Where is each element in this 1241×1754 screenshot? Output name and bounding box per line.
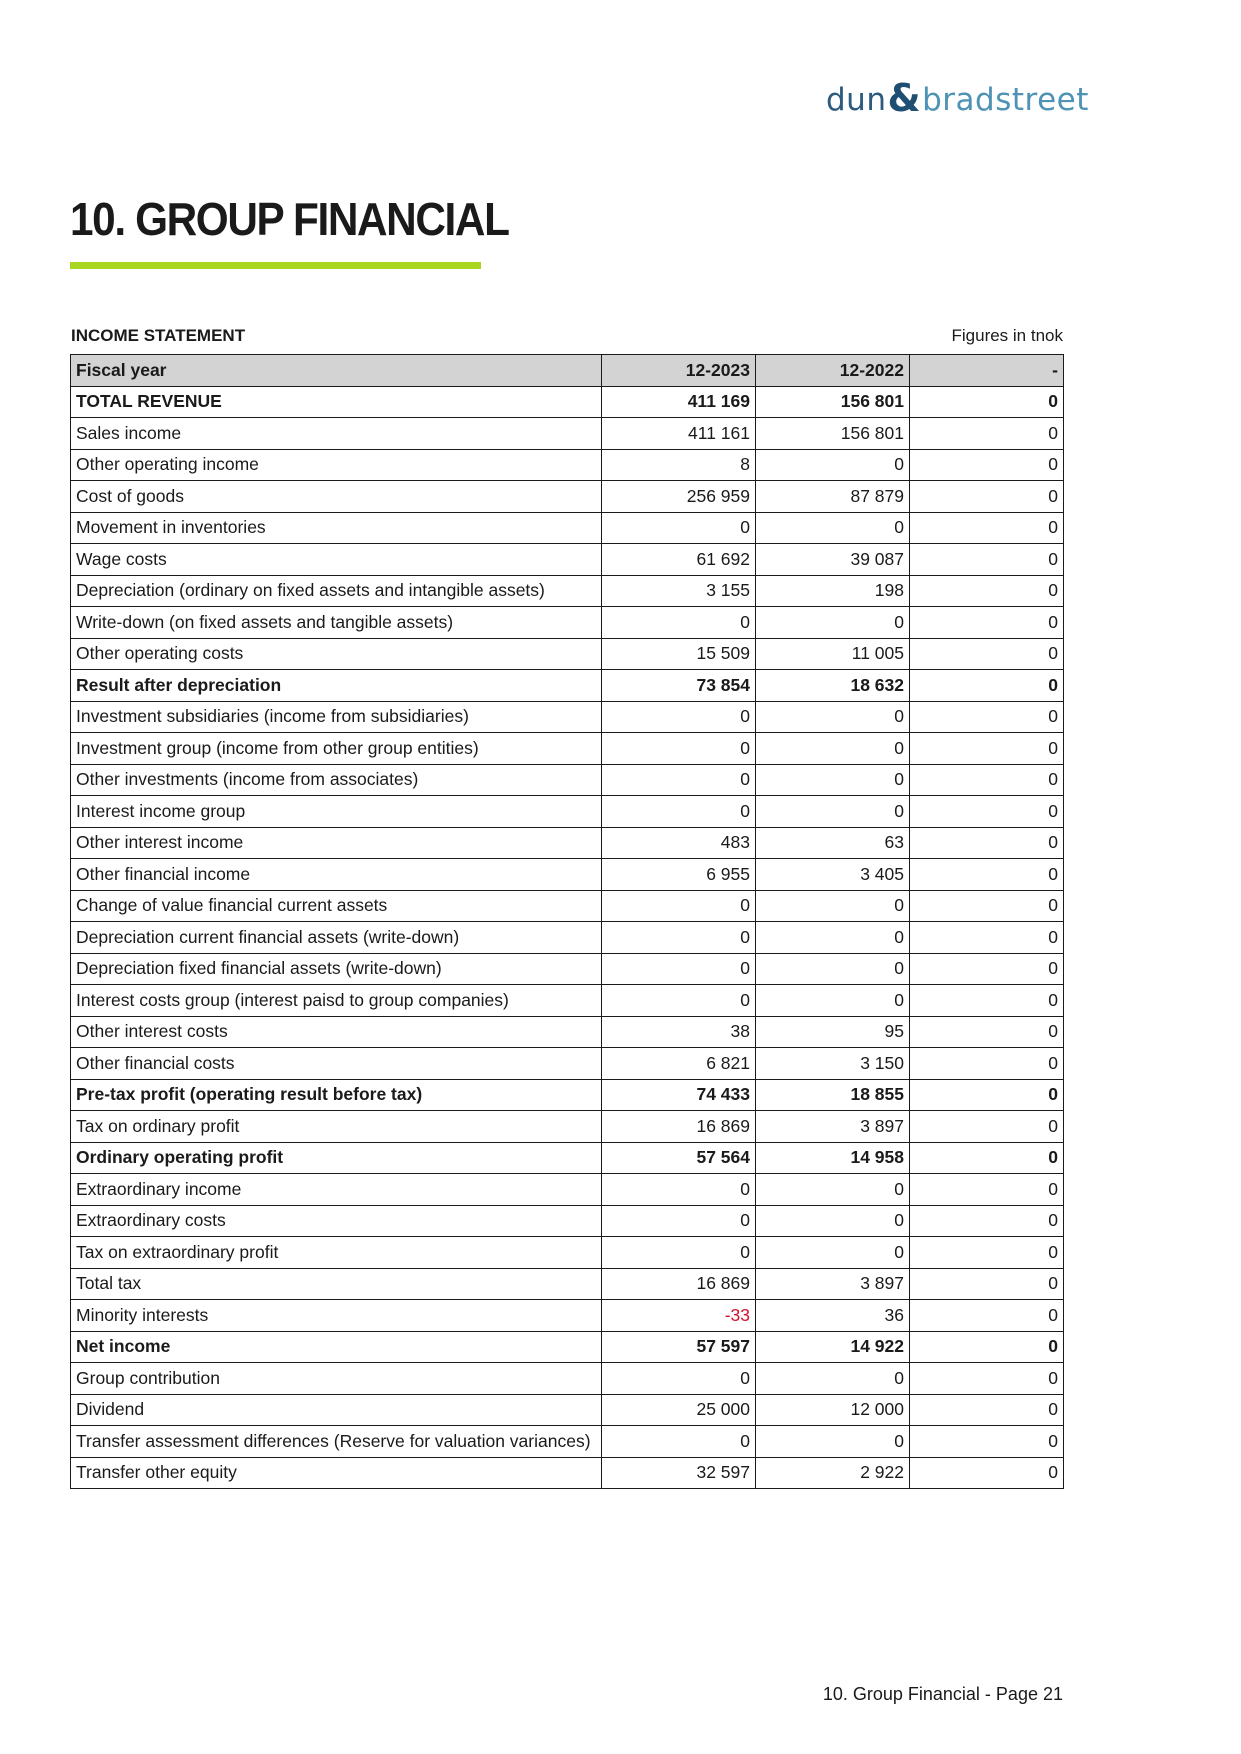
row-value: 39 087 <box>756 544 910 576</box>
row-value: 0 <box>910 1205 1064 1237</box>
table-row <box>71 1079 1064 1111</box>
page-title: 10. GROUP FINANCIAL <box>70 193 509 245</box>
row-value: 0 <box>910 922 1064 954</box>
row-value: 0 <box>910 481 1064 513</box>
row-value: 0 <box>602 1205 756 1237</box>
row-value: 0 <box>910 575 1064 607</box>
row-value: 0 <box>756 890 910 922</box>
row-value: 0 <box>602 796 756 828</box>
row-value: 61 692 <box>602 544 756 576</box>
table-row <box>71 386 1064 418</box>
row-value: 0 <box>910 512 1064 544</box>
row-value: 0 <box>910 859 1064 891</box>
row-value: 0 <box>910 1142 1064 1174</box>
row-value: 32 597 <box>602 1457 756 1489</box>
row-value: 0 <box>756 922 910 954</box>
row-value: 3 405 <box>756 859 910 891</box>
row-value: 0 <box>910 544 1064 576</box>
row-label: Depreciation current financial assets (write-down) <box>71 922 602 954</box>
row-value: 0 <box>910 701 1064 733</box>
row-label: Ordinary operating profit <box>71 1142 602 1174</box>
row-value: 6 821 <box>602 1048 756 1080</box>
table-row <box>71 1174 1064 1206</box>
row-value: 57 597 <box>602 1331 756 1363</box>
table-row <box>71 418 1064 450</box>
table-row <box>71 1111 1064 1143</box>
logo-text-dun: dun <box>826 82 887 118</box>
row-value: 0 <box>756 796 910 828</box>
row-value: 0 <box>910 1237 1064 1269</box>
row-value: 87 879 <box>756 481 910 513</box>
row-value: 0 <box>756 953 910 985</box>
row-value: 18 855 <box>756 1079 910 1111</box>
table-row <box>71 670 1064 702</box>
row-value: 0 <box>602 764 756 796</box>
row-label: Investment group (income from other group entities) <box>71 733 602 765</box>
table-row <box>71 953 1064 985</box>
table-row <box>71 1268 1064 1300</box>
table-body <box>71 386 1064 1489</box>
income-statement-table <box>70 354 1064 1489</box>
table-row <box>71 827 1064 859</box>
row-label: Other operating income <box>71 449 602 481</box>
row-value: 0 <box>910 1174 1064 1206</box>
row-value: 18 632 <box>756 670 910 702</box>
table-row <box>71 1016 1064 1048</box>
row-value: 14 958 <box>756 1142 910 1174</box>
row-value: 63 <box>756 827 910 859</box>
row-value: 0 <box>910 827 1064 859</box>
row-label: Extraordinary income <box>71 1174 602 1206</box>
row-value: 0 <box>910 1016 1064 1048</box>
row-value: 0 <box>756 607 910 639</box>
table-row <box>71 1048 1064 1080</box>
units-note: Figures in tnok <box>951 326 1063 345</box>
row-value: 3 897 <box>756 1268 910 1300</box>
row-label: Depreciation fixed financial assets (write-down) <box>71 953 602 985</box>
row-label: Other operating costs <box>71 638 602 670</box>
row-value: 0 <box>756 1363 910 1395</box>
row-value: 0 <box>910 733 1064 765</box>
row-label: Other financial income <box>71 859 602 891</box>
row-value: 0 <box>602 890 756 922</box>
table-header-row <box>71 355 1064 387</box>
row-label: Interest income group <box>71 796 602 828</box>
row-value: 0 <box>910 418 1064 450</box>
table-row <box>71 733 1064 765</box>
row-value: 3 897 <box>756 1111 910 1143</box>
row-value: 0 <box>910 1268 1064 1300</box>
row-value: 12 000 <box>756 1394 910 1426</box>
row-value: 0 <box>910 796 1064 828</box>
row-label: Net income <box>71 1331 602 1363</box>
row-value: 3 150 <box>756 1048 910 1080</box>
row-label: Result after depreciation <box>71 670 602 702</box>
row-value: 156 801 <box>756 386 910 418</box>
table-row <box>71 1363 1064 1395</box>
row-label: Other interest costs <box>71 1016 602 1048</box>
row-value: 0 <box>910 1111 1064 1143</box>
row-label: Depreciation (ordinary on fixed assets and intangible assets) <box>71 575 602 607</box>
table-row <box>71 1300 1064 1332</box>
column-header-2022: 12-2022 <box>756 355 910 387</box>
row-value: 0 <box>910 1363 1064 1395</box>
row-value: 73 854 <box>602 670 756 702</box>
row-value: 0 <box>602 985 756 1017</box>
row-value: 8 <box>602 449 756 481</box>
row-value: 0 <box>910 670 1064 702</box>
row-label: Tax on ordinary profit <box>71 1111 602 1143</box>
row-value: 0 <box>756 512 910 544</box>
table-row <box>71 859 1064 891</box>
row-value: 15 509 <box>602 638 756 670</box>
row-label: Wage costs <box>71 544 602 576</box>
row-value: 0 <box>910 890 1064 922</box>
row-value: 38 <box>602 1016 756 1048</box>
row-value: 198 <box>756 575 910 607</box>
row-value: 25 000 <box>602 1394 756 1426</box>
row-value: 0 <box>602 1363 756 1395</box>
row-label: Transfer other equity <box>71 1457 602 1489</box>
row-value: 156 801 <box>756 418 910 450</box>
row-value: 0 <box>602 701 756 733</box>
row-label: Tax on extraordinary profit <box>71 1237 602 1269</box>
section-label: INCOME STATEMENT <box>71 326 246 345</box>
table-row <box>71 575 1064 607</box>
column-header-fiscal-year: Fiscal year <box>71 355 602 387</box>
table-row <box>71 481 1064 513</box>
table-row <box>71 764 1064 796</box>
table-row <box>71 1426 1064 1458</box>
table-row <box>71 890 1064 922</box>
row-value: 6 955 <box>602 859 756 891</box>
row-value: 0 <box>910 953 1064 985</box>
table-row <box>71 1457 1064 1489</box>
logo-text-bradstreet: bradstreet <box>922 82 1089 118</box>
row-value: 0 <box>910 1457 1064 1489</box>
row-value: 0 <box>602 607 756 639</box>
row-value: 0 <box>602 1174 756 1206</box>
row-value: 0 <box>910 764 1064 796</box>
row-value: 0 <box>910 1394 1064 1426</box>
row-label: Interest costs group (interest paisd to group companies) <box>71 985 602 1017</box>
row-label: Total tax <box>71 1268 602 1300</box>
row-label: Other financial costs <box>71 1048 602 1080</box>
row-value: 0 <box>602 953 756 985</box>
row-value: 411 169 <box>602 386 756 418</box>
table-row <box>71 638 1064 670</box>
row-value: 0 <box>602 512 756 544</box>
row-value: 0 <box>910 1331 1064 1363</box>
table-row <box>71 1331 1064 1363</box>
table-row <box>71 1142 1064 1174</box>
row-value: 0 <box>756 1426 910 1458</box>
row-label: Investment subsidiaries (income from subsidiaries) <box>71 701 602 733</box>
row-label: Other investments (income from associates) <box>71 764 602 796</box>
table-row <box>71 607 1064 639</box>
row-value: 0 <box>756 1205 910 1237</box>
row-label: Pre-tax profit (operating result before tax) <box>71 1079 602 1111</box>
column-header-empty-period: - <box>910 355 1064 387</box>
table-row <box>71 922 1064 954</box>
row-value: 483 <box>602 827 756 859</box>
row-value: 16 869 <box>602 1268 756 1300</box>
row-label: Write-down (on fixed assets and tangible assets) <box>71 607 602 639</box>
table-row <box>71 701 1064 733</box>
row-value: 2 922 <box>756 1457 910 1489</box>
row-value: 0 <box>910 1048 1064 1080</box>
row-value: 0 <box>756 985 910 1017</box>
table-row <box>71 544 1064 576</box>
row-value: 95 <box>756 1016 910 1048</box>
table-row <box>71 1237 1064 1269</box>
row-label: Cost of goods <box>71 481 602 513</box>
row-value: 0 <box>910 1426 1064 1458</box>
row-label: Change of value financial current assets <box>71 890 602 922</box>
table-row <box>71 1394 1064 1426</box>
row-label: Dividend <box>71 1394 602 1426</box>
row-value: 0 <box>910 1079 1064 1111</box>
row-label: Movement in inventories <box>71 512 602 544</box>
row-value: 411 161 <box>602 418 756 450</box>
row-label: Extraordinary costs <box>71 1205 602 1237</box>
row-value: 0 <box>602 1426 756 1458</box>
title-underline-divider <box>70 262 481 269</box>
row-value: 0 <box>910 985 1064 1017</box>
table-row <box>71 796 1064 828</box>
row-value: 0 <box>910 607 1064 639</box>
row-value: 0 <box>910 1300 1064 1332</box>
row-value: 0 <box>910 386 1064 418</box>
row-value: 0 <box>756 1237 910 1269</box>
row-label: Sales income <box>71 418 602 450</box>
row-value: 74 433 <box>602 1079 756 1111</box>
table-row <box>71 985 1064 1017</box>
row-label: Other interest income <box>71 827 602 859</box>
row-value: 0 <box>602 922 756 954</box>
row-label: Minority interests <box>71 1300 602 1332</box>
row-value: 14 922 <box>756 1331 910 1363</box>
row-value: 36 <box>756 1300 910 1332</box>
row-label: TOTAL REVENUE <box>71 386 602 418</box>
row-value: 0 <box>756 764 910 796</box>
row-value: 0 <box>756 701 910 733</box>
row-value: 16 869 <box>602 1111 756 1143</box>
row-value: 0 <box>756 733 910 765</box>
logo-ampersand-icon: & <box>887 76 922 120</box>
row-value: 0 <box>756 449 910 481</box>
row-value: 0 <box>910 449 1064 481</box>
row-value: 57 564 <box>602 1142 756 1174</box>
row-value: 0 <box>910 638 1064 670</box>
row-value: 0 <box>756 1174 910 1206</box>
row-label: Transfer assessment differences (Reserve for valuation variances) <box>71 1426 602 1458</box>
row-value: -33 <box>602 1300 756 1332</box>
table-row <box>71 1205 1064 1237</box>
column-header-2023: 12-2023 <box>602 355 756 387</box>
dun-bradstreet-logo <box>826 78 1089 122</box>
row-value: 11 005 <box>756 638 910 670</box>
row-value: 0 <box>602 733 756 765</box>
page-footer: 10. Group Financial - Page 21 <box>822 1684 1063 1704</box>
table-row <box>71 512 1064 544</box>
row-value: 256 959 <box>602 481 756 513</box>
row-value: 3 155 <box>602 575 756 607</box>
row-label: Group contribution <box>71 1363 602 1395</box>
table-row <box>71 449 1064 481</box>
row-value: 0 <box>602 1237 756 1269</box>
